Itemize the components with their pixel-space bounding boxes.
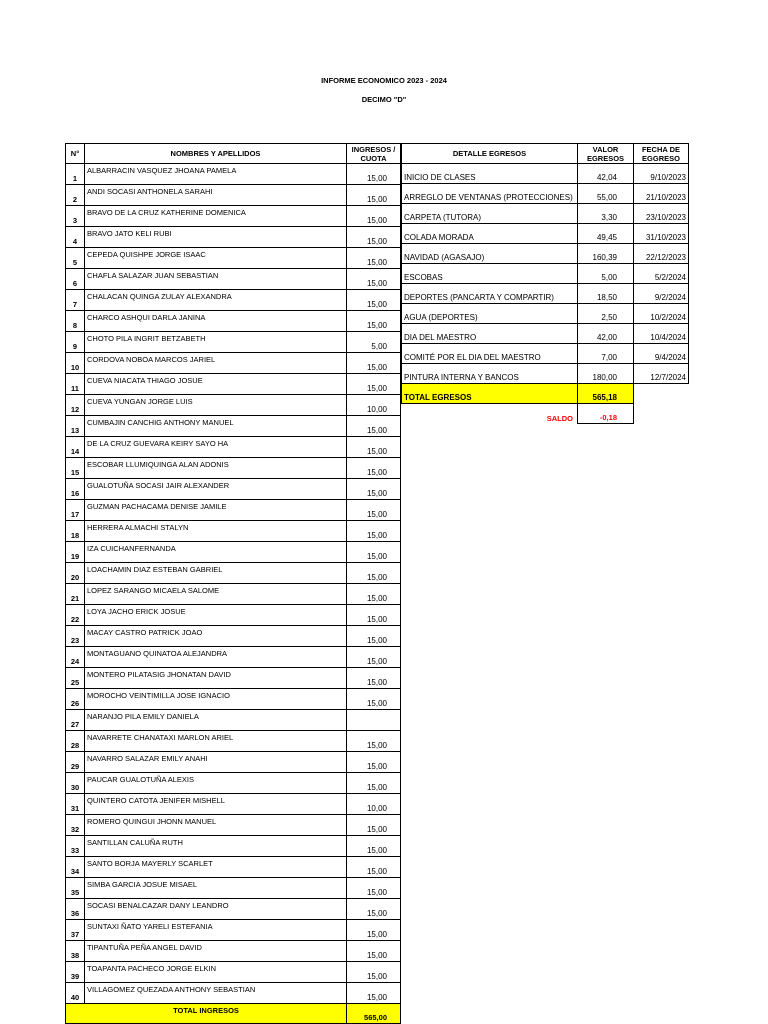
expense-value: 5,00 — [578, 264, 634, 284]
student-name: NAVARRO SALAZAR EMILY ANAHI — [85, 752, 347, 773]
table-row — [66, 605, 401, 626]
cuota-value: 15,00 — [347, 731, 401, 752]
expense-date: 22/12/2023 — [634, 244, 689, 264]
row-number: 20 — [66, 563, 85, 584]
table-row — [66, 647, 401, 668]
cuota-value: 15,00 — [347, 521, 401, 542]
cuota-value: 15,00 — [347, 773, 401, 794]
student-name: CHAFLA SALAZAR JUAN SEBASTIAN — [85, 269, 347, 290]
student-name: CORDOVA NOBOA MARCOS JARIEL — [85, 353, 347, 374]
cuota-value: 15,00 — [347, 479, 401, 500]
row-number: 3 — [66, 206, 85, 227]
cuota-value: 15,00 — [347, 668, 401, 689]
cuota-value: 15,00 — [347, 416, 401, 437]
col-header-names: NOMBRES Y APELLIDOS — [85, 144, 347, 164]
cuota-value: 15,00 — [347, 563, 401, 584]
table-row — [402, 344, 689, 364]
table-row — [402, 304, 689, 324]
expense-value: 55,00 — [578, 184, 634, 204]
expense-detail: AGUA (DEPORTES) — [402, 304, 578, 324]
student-name: ROMERO QUINGUI JHONN MANUEL — [85, 815, 347, 836]
row-number: 14 — [66, 437, 85, 458]
student-name: QUINTERO CATOTA JENIFER MISHELL — [85, 794, 347, 815]
cuota-value: 15,00 — [347, 248, 401, 269]
row-number: 13 — [66, 416, 85, 437]
expense-detail: ESCOBAS — [402, 264, 578, 284]
student-name: CUEVA YUNGAN JORGE LUIS — [85, 395, 347, 416]
row-number: 26 — [66, 689, 85, 710]
table-row — [66, 311, 401, 332]
expense-date: 23/10/2023 — [634, 204, 689, 224]
table-row — [66, 248, 401, 269]
cuota-value: 15,00 — [347, 290, 401, 311]
total-ingresos-value: 565,00 — [347, 1004, 401, 1024]
expense-date: 10/2/2024 — [634, 304, 689, 324]
table-row — [66, 479, 401, 500]
table-row — [66, 689, 401, 710]
student-name: DE LA CRUZ GUEVARA KEIRY SAYO HA — [85, 437, 347, 458]
cuota-value: 15,00 — [347, 206, 401, 227]
expense-date: 31/10/2023 — [634, 224, 689, 244]
row-number: 28 — [66, 731, 85, 752]
table-row — [402, 324, 689, 344]
saldo-row — [402, 404, 689, 424]
table-row — [66, 521, 401, 542]
row-number: 25 — [66, 668, 85, 689]
row-number: 35 — [66, 878, 85, 899]
cuota-value: 10,00 — [347, 794, 401, 815]
cuota-value: 15,00 — [347, 605, 401, 626]
student-name: SANTO BORJA MAYERLY SCARLET — [85, 857, 347, 878]
expense-detail: COLADA MORADA — [402, 224, 578, 244]
table-row — [66, 710, 401, 731]
row-number: 32 — [66, 815, 85, 836]
student-name: LOYA JACHO ERICK JOSUE — [85, 605, 347, 626]
table-row — [66, 437, 401, 458]
cuota-value: 15,00 — [347, 647, 401, 668]
student-name: MONTAGUANO QUINATOA ALEJANDRA — [85, 647, 347, 668]
expense-value: 18,50 — [578, 284, 634, 304]
egresos-table — [401, 143, 689, 424]
student-name: BRAVO DE LA CRUZ KATHERINE DOMENICA — [85, 206, 347, 227]
row-number: 34 — [66, 857, 85, 878]
cuota-value: 15,00 — [347, 752, 401, 773]
table-row — [66, 206, 401, 227]
cuota-value: 15,00 — [347, 920, 401, 941]
table-row — [66, 269, 401, 290]
cuota-value: 15,00 — [347, 899, 401, 920]
student-name: CUEVA NIACATA THIAGO JOSUE — [85, 374, 347, 395]
student-name: SUNTAXI ÑATO YARELI ESTEFANIA — [85, 920, 347, 941]
cuota-value: 15,00 — [347, 500, 401, 521]
table-row — [66, 458, 401, 479]
table-row — [66, 164, 401, 185]
expense-detail: DIA DEL MAESTRO — [402, 324, 578, 344]
expense-date: 9/4/2024 — [634, 344, 689, 364]
table-row — [402, 224, 689, 244]
table-row — [66, 731, 401, 752]
row-number: 17 — [66, 500, 85, 521]
table-row — [66, 668, 401, 689]
row-number: 36 — [66, 899, 85, 920]
expense-value: 42,00 — [578, 324, 634, 344]
table-row — [402, 264, 689, 284]
egresos-header-row — [402, 144, 689, 164]
expense-detail: CARPETA (TUTORA) — [402, 204, 578, 224]
table-row — [66, 752, 401, 773]
cuota-value: 15,00 — [347, 584, 401, 605]
expense-value: 180,00 — [578, 364, 634, 384]
cuota-value: 10,00 — [347, 395, 401, 416]
student-name: ESCOBAR LLUMIQUINGA ALAN ADONIS — [85, 458, 347, 479]
table-row — [402, 284, 689, 304]
cuota-value: 15,00 — [347, 962, 401, 983]
student-name: SOCASI BENALCAZAR DANY LEANDRO — [85, 899, 347, 920]
student-name: MOROCHO VEINTIMILLA JOSE IGNACIO — [85, 689, 347, 710]
expense-date: 9/10/2023 — [634, 164, 689, 184]
saldo-empty — [634, 404, 689, 424]
student-name: LOACHAMIN DIAZ ESTEBAN GABRIEL — [85, 563, 347, 584]
cuota-value: 15,00 — [347, 311, 401, 332]
row-number: 8 — [66, 311, 85, 332]
cuota-value — [347, 710, 401, 731]
table-row — [66, 920, 401, 941]
student-name: CHARCO ASHQUI DARLA JANINA — [85, 311, 347, 332]
student-name: CHOTO PILA INGRIT BETZABETH — [85, 332, 347, 353]
student-name: HERRERA ALMACHI STALYN — [85, 521, 347, 542]
saldo-value: -0,18 — [578, 404, 634, 424]
table-row — [66, 353, 401, 374]
row-number: 23 — [66, 626, 85, 647]
student-name: SIMBA GARCIA JOSUE MISAEL — [85, 878, 347, 899]
table-row — [402, 244, 689, 264]
table-row — [66, 332, 401, 353]
row-number: 24 — [66, 647, 85, 668]
expense-date: 5/2/2024 — [634, 264, 689, 284]
expense-detail: PINTURA INTERNA Y BANCOS — [402, 364, 578, 384]
col-header-cuota: INGRESOS / CUOTA — [347, 144, 401, 164]
total-egresos-value: 565,18 — [578, 384, 634, 404]
expense-date: 9/2/2024 — [634, 284, 689, 304]
student-name: CHALACAN QUINGA ZULAY ALEXANDRA — [85, 290, 347, 311]
student-name: CEPEDA QUISHPE JORGE ISAAC — [85, 248, 347, 269]
student-name: PAUCAR GUALOTUÑA ALEXIS — [85, 773, 347, 794]
table-row — [66, 941, 401, 962]
table-row — [66, 983, 401, 1004]
student-name: NARANJO PILA EMILY DANIELA — [85, 710, 347, 731]
table-row — [66, 962, 401, 983]
student-name: LOPEZ SARANGO MICAELA SALOME — [85, 584, 347, 605]
cuota-value: 15,00 — [347, 878, 401, 899]
student-name: IZA CUICHANFERNANDA — [85, 542, 347, 563]
student-name: MONTERO PILATASIG JHONATAN DAVID — [85, 668, 347, 689]
table-row — [66, 857, 401, 878]
total-egresos-label: TOTAL EGRESOS — [402, 384, 578, 404]
ingresos-table — [65, 143, 401, 1024]
row-number: 38 — [66, 941, 85, 962]
row-number: 4 — [66, 227, 85, 248]
student-name: TOAPANTA PACHECO JORGE ELKIN — [85, 962, 347, 983]
expense-detail: INICIO DE CLASES — [402, 164, 578, 184]
table-row — [66, 836, 401, 857]
student-name: CUMBAJIN CANCHIG ANTHONY MANUEL — [85, 416, 347, 437]
expense-detail: NAVIDAD (AGASAJO) — [402, 244, 578, 264]
row-number: 40 — [66, 983, 85, 1004]
row-number: 37 — [66, 920, 85, 941]
row-number: 7 — [66, 290, 85, 311]
row-number: 33 — [66, 836, 85, 857]
row-number: 30 — [66, 773, 85, 794]
total-egresos-empty — [634, 384, 689, 404]
student-name: GUZMAN PACHACAMA DENISE JAMILE — [85, 500, 347, 521]
row-number: 11 — [66, 374, 85, 395]
student-name: GUALOTUÑA SOCASI JAIR ALEXANDER — [85, 479, 347, 500]
cuota-value: 15,00 — [347, 185, 401, 206]
expense-value: 7,00 — [578, 344, 634, 364]
total-egresos-row — [402, 384, 689, 404]
expense-value: 42,04 — [578, 164, 634, 184]
cuota-value: 15,00 — [347, 626, 401, 647]
table-row — [66, 374, 401, 395]
row-number: 16 — [66, 479, 85, 500]
col-header-fecha: FECHA DE EGGRESO — [634, 144, 689, 164]
cuota-value: 15,00 — [347, 857, 401, 878]
cuota-value: 15,00 — [347, 458, 401, 479]
total-ingresos-row — [66, 1004, 401, 1024]
row-number: 39 — [66, 962, 85, 983]
row-number: 6 — [66, 269, 85, 290]
table-row — [402, 364, 689, 384]
student-name: BRAVO JATO KELI RUBI — [85, 227, 347, 248]
expense-date: 10/4/2024 — [634, 324, 689, 344]
table-row — [66, 395, 401, 416]
cuota-value: 15,00 — [347, 437, 401, 458]
expense-value: 3,30 — [578, 204, 634, 224]
table-row — [66, 500, 401, 521]
expense-value: 160,39 — [578, 244, 634, 264]
table-row — [66, 626, 401, 647]
row-number: 15 — [66, 458, 85, 479]
table-row — [66, 563, 401, 584]
row-number: 2 — [66, 185, 85, 206]
cuota-value: 15,00 — [347, 815, 401, 836]
cuota-value: 15,00 — [347, 374, 401, 395]
row-number: 18 — [66, 521, 85, 542]
col-header-number: N° — [66, 144, 85, 164]
student-name: NAVARRETE CHANATAXI MARLON ARIEL — [85, 731, 347, 752]
expense-date: 12/7/2024 — [634, 364, 689, 384]
table-row — [66, 899, 401, 920]
expense-detail: COMITÉ POR EL DIA DEL MAESTRO — [402, 344, 578, 364]
cuota-value: 15,00 — [347, 542, 401, 563]
table-row — [66, 773, 401, 794]
cuota-value: 15,00 — [347, 836, 401, 857]
ingresos-header-row — [66, 144, 401, 164]
report-subtitle: DECIMO "D" — [361, 95, 407, 104]
expense-detail: DEPORTES (PANCARTA Y COMPARTIR) — [402, 284, 578, 304]
table-row — [66, 542, 401, 563]
row-number: 12 — [66, 395, 85, 416]
row-number: 19 — [66, 542, 85, 563]
student-name: SANTILLAN CALUÑA RUTH — [85, 836, 347, 857]
student-name: ALBARRACIN VASQUEZ JHOANA PAMELA — [85, 164, 347, 185]
cuota-value: 15,00 — [347, 983, 401, 1004]
expense-detail: ARREGLO DE VENTANAS (PROTECCIONES) — [402, 184, 578, 204]
total-ingresos-label: TOTAL INGRESOS — [66, 1004, 347, 1024]
row-number: 21 — [66, 584, 85, 605]
row-number: 22 — [66, 605, 85, 626]
table-row — [66, 878, 401, 899]
row-number: 5 — [66, 248, 85, 269]
row-number: 31 — [66, 794, 85, 815]
cuota-value: 15,00 — [347, 164, 401, 185]
table-row — [66, 290, 401, 311]
table-row — [402, 184, 689, 204]
student-name: MACAY CASTRO PATRICK JOAO — [85, 626, 347, 647]
row-number: 29 — [66, 752, 85, 773]
row-number: 10 — [66, 353, 85, 374]
table-row — [66, 416, 401, 437]
table-row — [66, 815, 401, 836]
cuota-value: 15,00 — [347, 269, 401, 290]
row-number: 27 — [66, 710, 85, 731]
student-name: VILLAGOMEZ QUEZADA ANTHONY SEBASTIAN — [85, 983, 347, 1004]
table-row — [66, 584, 401, 605]
table-row — [402, 204, 689, 224]
saldo-label: SALDO — [546, 413, 573, 423]
cuota-value: 15,00 — [347, 689, 401, 710]
col-header-valor: VALOR EGRESOS — [578, 144, 634, 164]
expense-value: 49,45 — [578, 224, 634, 244]
student-name: ANDI SOCASI ANTHONELA SARAHI — [85, 185, 347, 206]
student-name: TIPANTUÑA PEÑA ANGEL DAVID — [85, 941, 347, 962]
table-row — [66, 185, 401, 206]
table-row — [66, 227, 401, 248]
cuota-value: 15,00 — [347, 353, 401, 374]
col-header-detalle: DETALLE EGRESOS — [402, 144, 578, 164]
expense-date: 21/10/2023 — [634, 184, 689, 204]
table-row — [66, 794, 401, 815]
row-number: 9 — [66, 332, 85, 353]
cuota-value: 15,00 — [347, 941, 401, 962]
report-title: INFORME ECONOMICO 2023 - 2024 — [321, 76, 447, 85]
expense-value: 2,50 — [578, 304, 634, 324]
table-row — [402, 164, 689, 184]
row-number: 1 — [66, 164, 85, 185]
cuota-value: 5,00 — [347, 332, 401, 353]
cuota-value: 15,00 — [347, 227, 401, 248]
